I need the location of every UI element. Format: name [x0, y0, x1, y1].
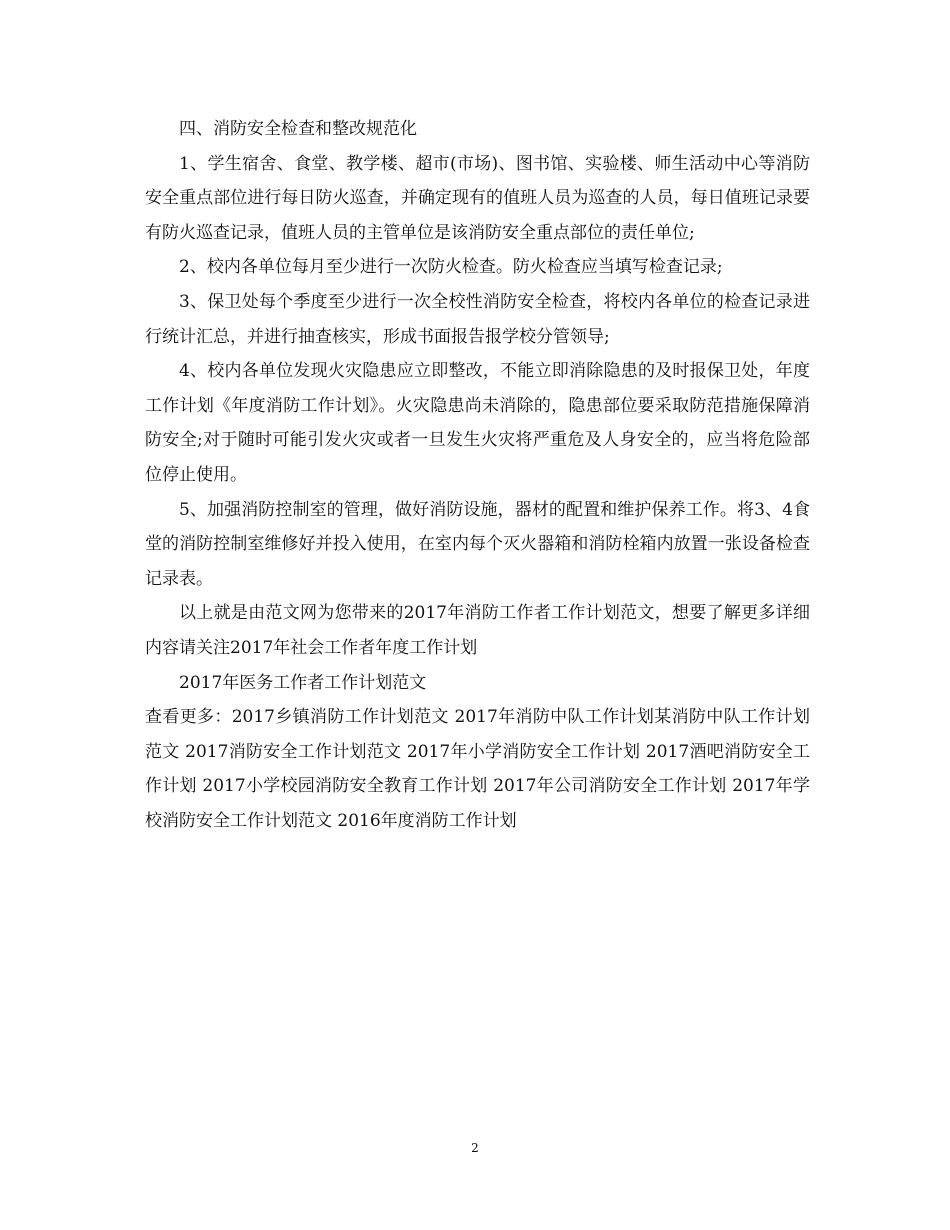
paragraph-item-3: 3、保卫处每个季度至少进行一次全校性消防安全检查，将校内各单位的检查记录进行统计汇总，并进行抽查核实，形成书面报告报学校分管领导;: [145, 291, 810, 347]
see-more-links: 查看更多：2017乡镇消防工作计划范文 2017年消防中队工作计划某消防中队工作计划范文 2017消防安全工作计划范文 2017年小学消防安全工作计划 2017酒吧消防安全工作计划 2017小学校园消防安全教育工作计划 2017年公司消防安全工作计划 2017年学校消防安全工作计划范文 2016年度消防工作计划: [145, 707, 810, 831]
paragraph-item-1: 1、学生宿舍、食堂、教学楼、超市(市场)、图书馆、实验楼、师生活动中心等消防安全重点部位进行每日防火巡查，并确定现有的值班人员为巡查的人员，每日值班记录要有防火巡查记录，值班人员的主管单位是该消防安全重点部位的责任单位;: [145, 153, 810, 243]
page-number: 2: [471, 1141, 479, 1155]
paragraph-item-2: 2、校内各单位每月至少进行一次防火检查。防火检查应当填写检查记录;: [179, 257, 723, 278]
paragraph-item-5: 5、加强消防控制室的管理，做好消防设施，器材的配置和维护保养工作。将3、4食堂的消防控制室维修好并投入使用，在室内每个灭火器箱和消防栓箱内放置一张设备检查记录表。: [145, 499, 810, 589]
document-body: [145, 112, 810, 838]
related-article-line: 2017年医务工作者工作计划范文: [179, 672, 427, 693]
section-heading: 四、消防安全检查和整改规范化: [179, 119, 417, 139]
closing-paragraph: 以上就是由范文网为您带来的2017年消防工作者工作计划范文，想要了解更多详细内容请关注2017年社会工作者年度工作计划: [145, 603, 810, 658]
paragraph-item-4: 4、校内各单位发现火灾隐患应立即整改，不能立即消除隐患的及时报保卫处，年度工作计划《年度消防工作计划》。火灾隐患尚未消除的，隐患部位要采取防范措施保障消防安全;对于随时可能引发火灾或者一旦发生火灾将严重危及人身安全的，应当将危险部位停止使用。: [145, 361, 810, 485]
